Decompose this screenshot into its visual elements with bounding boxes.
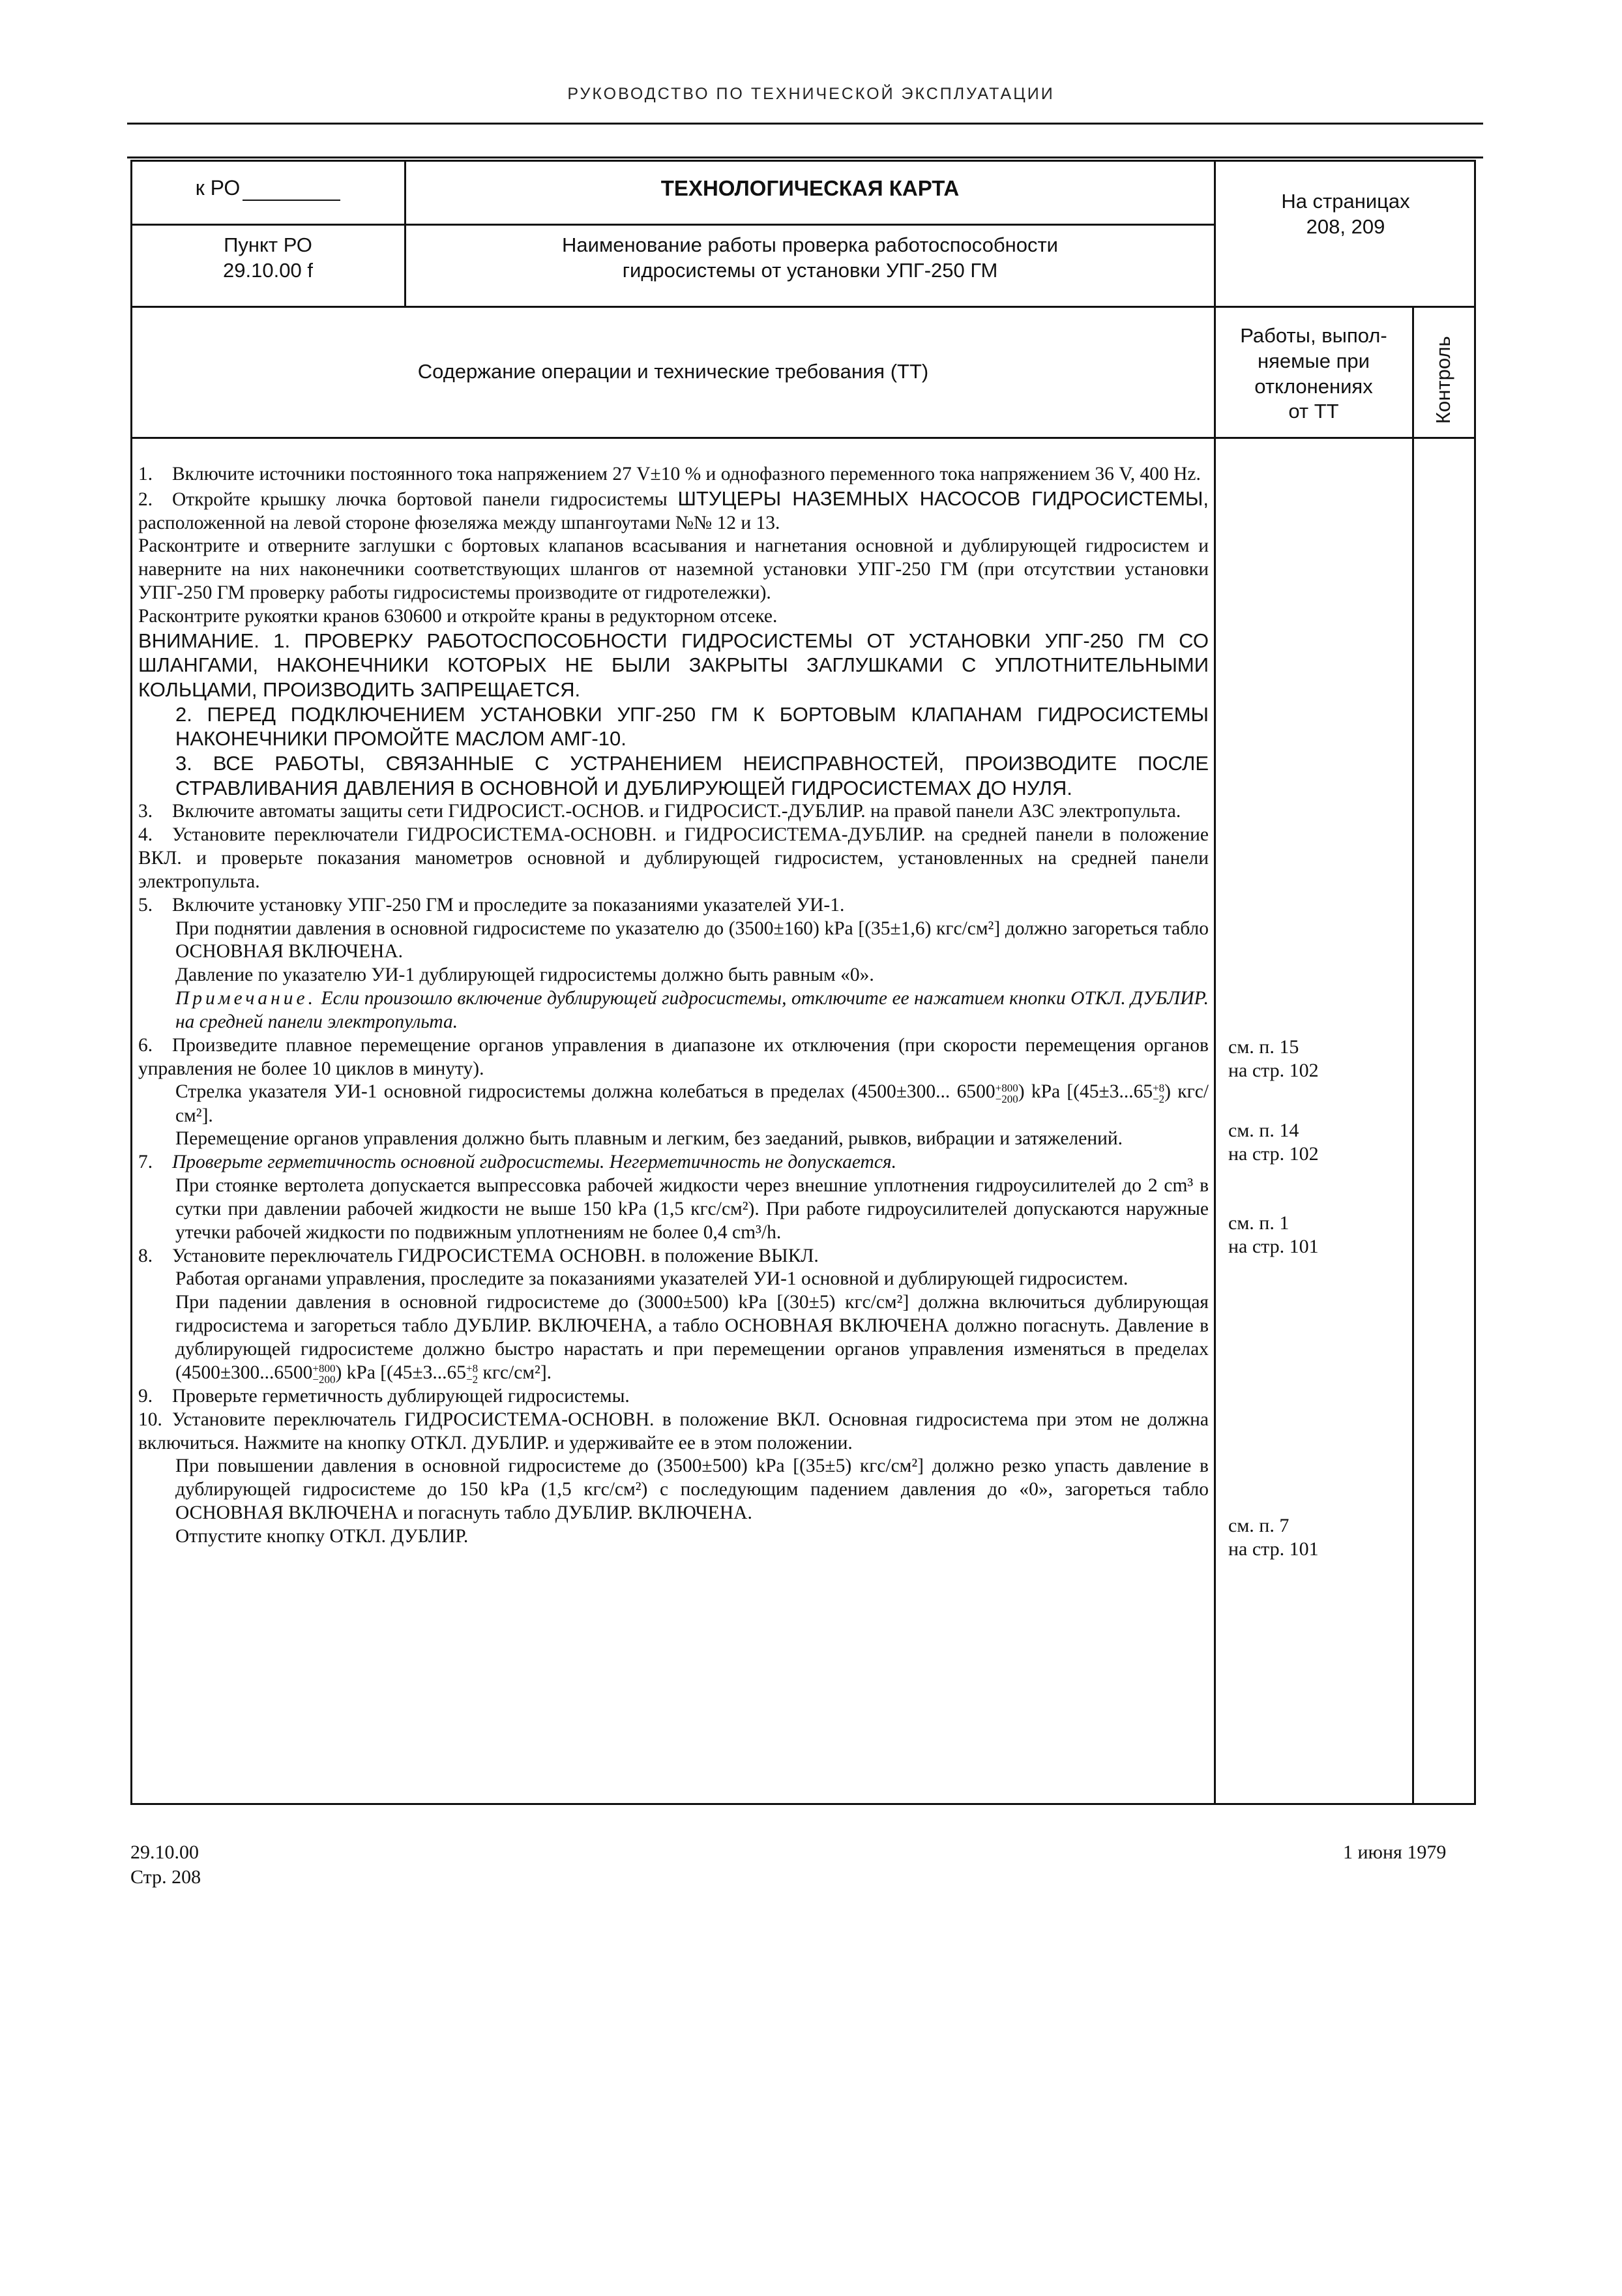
- deviation-header: Работы, выпол- няемые при отклонениях от ТТ: [1240, 324, 1387, 423]
- operation-text: [138, 463, 1209, 1549]
- step-5-detail: При поднятии давления в основной гидросистеме по указателю до (3500±160) kPa [(35±1,6) кгс/см²] должно загореться табло ОСНОВНАЯ ВКЛЮЧЕНА.: [175, 917, 1209, 962]
- ref-cell: к РО: [134, 175, 402, 201]
- footer-left: 29.10.00 Стр. 208: [130, 1841, 201, 1888]
- step-6: 6. Произведите плавное перемещение органов управления в диапазоне их отключения (при скорости перемещения органов управления не более 10 циклов в минуту).: [138, 1034, 1209, 1079]
- step-10-detail: При повышении давления в основной гидросистеме до (3500±500) kPa [(35±5) кгс/см²] должно резко упасть давление в дублирующей гидросистеме до 150 kPa (1,5 кгс/см²) с последующим падением давления до «0», загореться табло ОСНОВНАЯ ВКЛЮЧЕНА и погаснуть табло ДУБЛИР. ВКЛЮЧЕНА.: [175, 1455, 1209, 1524]
- footer-date: 1 июня 1979: [1343, 1841, 1447, 1863]
- step-7-detail: При стоянке вертолета допускается выпрессовка рабочей жидкости через внешние уплотнения гидроусилителей до 2 cm³ в сутки при давлении рабочей жидкости не выше 150 kPa (1,5 кгс/см²). При работе гидроусилителей допускаются наружные утечки рабочей жидкости по подвижным уплотнениям не более 0,4 cm³/h.: [175, 1175, 1209, 1243]
- column-divider-control: [1412, 306, 1414, 1805]
- header-divider-3: [130, 437, 1476, 439]
- step-8-detail: Работая органами управления, проследите за показаниями указателей УИ-1 основной и дублирующей гидросистем.: [175, 1268, 1128, 1290]
- step-5-duplicate: Давление по указателю УИ-1 дублирующей гидросистемы должно быть равным «0».: [175, 964, 874, 986]
- ref-2: см. п. 14 на стр. 102: [1228, 1120, 1319, 1165]
- step-8: 8. Установите переключатель ГИДРОСИСТЕМА ОСНОВН. в положение ВЫКЛ.: [138, 1245, 819, 1266]
- header-rule-top: [127, 123, 1483, 125]
- step-8-pressure: При падении давления в основной гидросистеме до (3000±500) kPa [(30±5) кгс/см²] должна включиться дублирующая гидросистема и загореться табло ДУБЛИР. ВКЛЮЧЕНА, а табло ОСНОВНАЯ ВКЛЮЧЕНА должно погаснуть. Давление в дублирующей гидросистеме должно быстро нарастать и при перемещении органов управления изменяться в пределах (4500±300...6500 +800 −200 ) kPa [(45±3...65 +8 −2 кгс/см²].: [175, 1292, 1209, 1386]
- page-header: РУКОВОДСТВО ПО ТЕХНИЧЕСКОЙ ЭКСПЛУАТАЦИИ: [567, 85, 1055, 103]
- step-1: 1. Включите источники постоянного тока напряжением 27 V±10 % и однофазного переменного тока напряжением 36 V, 400 Hz.: [138, 464, 1201, 485]
- warning-2: 2. ПЕРЕД ПОДКЛЮЧЕНИЕМ УСТАНОВКИ УПГ-250 ГМ К БОРТОВЫМ КЛАПАНАМ ГИДРОСИСТЕМЫ НАКОНЕЧНИКИ ПРОМОЙТЕ МАСЛОМ АМГ-10.: [175, 702, 1209, 751]
- card-title: ТЕХНОЛОГИЧЕСКАЯ КАРТА: [660, 176, 960, 200]
- step-2: 2. Откройте крышку лючка бортовой панели гидросистемы ШТУЦЕРЫ НАЗЕМНЫХ НАСОСОВ ГИДРОСИСТЕМЫ, расположенной на левой стороне фюзеляжа между шпангоутами №№ 12 и 13.: [138, 486, 1209, 533]
- step-4: 4. Установите переключатели ГИДРОСИСТЕМА-ОСНОВН. и ГИДРОСИСТЕМА-ДУБЛИР. на средней панели в положение ВКЛ. и проверьте показания манометров основной и дублирующей гидросистем, установленных на средней панели электропульта.: [138, 824, 1209, 892]
- ref-3: см. п. 1 на стр. 101: [1228, 1212, 1319, 1257]
- header-divider-2: [130, 306, 1476, 308]
- control-header: Контроль: [1432, 336, 1454, 424]
- warning-3: 3. ВСЕ РАБОТЫ, СВЯЗАННЫЕ С УСТРАНЕНИЕМ НЕИСПРАВНОСТЕЙ, ПРОИЗВОДИТЕ ПОСЛЕ СТРАВЛИВАНИЯ ДАВЛЕНИЯ В ОСНОВНОЙ И ДУБЛИРУЮЩЕЙ ГИДРОСИСТЕМАХ ДО НУЛЯ.: [175, 752, 1209, 799]
- content-header: Содержание операции и технические требования (ТТ): [417, 360, 929, 383]
- step-9: 9. Проверьте герметичность дублирующей гидросистемы.: [138, 1385, 630, 1407]
- step-5-note: Примечание. Если произошло включение дублирующей гидросистемы, отключите ее нажатием кнопки ОТКЛ. ДУБЛИР. на средней панели электропульта.: [175, 988, 1209, 1032]
- step-6-motion: Перемещение органов управления должно быть плавным и легким, без заеданий, рывков, вибрации и затяжелений.: [175, 1128, 1123, 1150]
- work-name: Наименование работы проверка работоспособности гидросистемы от установки УПГ-250 ГМ: [562, 233, 1058, 282]
- step-10-release: Отпустите кнопку ОТКЛ. ДУБЛИР.: [175, 1525, 469, 1547]
- ref-4: см. п. 7 на стр. 101: [1228, 1515, 1319, 1560]
- step-2-detail: Расконтрите и отверните заглушки с бортовых клапанов всасывания и нагнетания основной и дублирующей гидросистем и наверните на них наконечники соответствующих шлангов от наземной установки УПГ-250 ГМ (при отсутствии установки УПГ-250 ГМ проверку работы гидросистемы производите от гидротележки).: [138, 535, 1209, 604]
- item-cell: Пункт РО 29.10.00 f: [223, 233, 313, 282]
- ref-1: см. п. 15 на стр. 102: [1228, 1036, 1319, 1081]
- header-divider-1: [130, 224, 1215, 226]
- pages-cell: На страницах 208, 209: [1281, 190, 1410, 238]
- step-7: 7. Проверьте герметичность основной гидросистемы. Негерметичность не допускается.: [138, 1152, 897, 1173]
- column-divider-left: [404, 160, 406, 306]
- step-2-cranes: Расконтрите рукоятки кранов 630600 и откройте краны в редукторном отсеке.: [138, 605, 778, 627]
- header-rule-bottom: [127, 157, 1483, 158]
- step-10: 10. Установите переключатель ГИДРОСИСТЕМА-ОСНОВН. в положение ВКЛ. Основная гидросистема при этом не должна включиться. Нажмите на кнопку ОТКЛ. ДУБЛИР. и удерживайте ее в этом положении.: [138, 1409, 1209, 1454]
- step-6-pointer: Стрелка указателя УИ-1 основной гидросистемы должна колебаться в пределах (4500±300... 6500 +800 −200 ) kPa [(45±3...65 +8 −2 ) кгс/см²].: [175, 1081, 1209, 1126]
- step-3: 3. Включите автоматы защиты сети ГИДРОСИСТ.-ОСНОВ. и ГИДРОСИСТ.-ДУБЛИР. на правой панели АЗС электропульта.: [138, 801, 1181, 822]
- warning-1: ВНИМАНИЕ. 1. ПРОВЕРКУ РАБОТОСПОСОБНОСТИ ГИДРОСИСТЕМЫ ОТ УСТАНОВКИ УПГ-250 ГМ СО ШЛАНГАМИ, НАКОНЕЧНИКИ КОТОРЫХ НЕ БЫЛИ ЗАКРЫТЫ ЗАГЛУШКАМИ С УПЛОТНИТЕЛЬНЫМИ КОЛЬЦАМИ, ПРОИЗВОДИТЬ ЗАПРЕЩАЕТСЯ.: [138, 629, 1209, 702]
- step-5: 5. Включите установку УПГ-250 ГМ и проследите за показаниями указателей УИ-1.: [138, 894, 845, 916]
